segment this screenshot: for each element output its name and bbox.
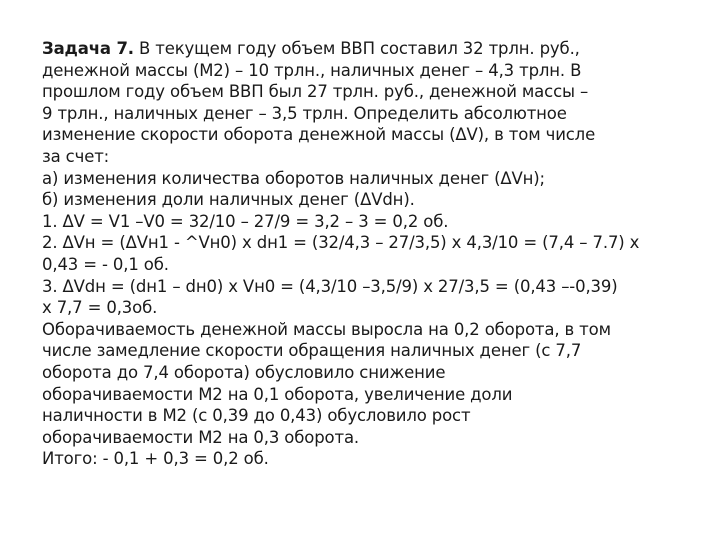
solution-step-1	[42, 211, 692, 233]
task-line-3: прошлом году объем ВВП был 27 трлн. руб., денежной массы –	[42, 82, 589, 102]
task-label: Задача 7.	[42, 39, 134, 58]
item-b	[42, 189, 692, 211]
step-2-line-1: 2. ΔVн = (ΔVн1 - ^Vн0) х dн1 = (32/4,3 – 27/3,5) х 4,3/10 = (7,4 – 7.7) х	[42, 233, 640, 253]
item-b-line-1: б) изменения доли наличных денег (ΔVdн).	[42, 190, 415, 210]
step-3-line-2: х 7,7 = 0,3об.	[42, 298, 158, 318]
step-2-line-2: 0,43 = - 0,1 об.	[42, 254, 169, 274]
solution-step-3	[42, 276, 692, 319]
task-line-2: денежной массы (М2) – 10 трлн., наличных денег – 4,3 трлн. В	[42, 60, 582, 80]
solution-step-2	[42, 232, 692, 275]
step-3-line-1: 3. ΔVdн = (dн1 – dн0) х Vн0 = (4,3/10 –3,5/9) х 27/3,5 = (0,43 –-0,39)	[42, 276, 618, 296]
item-a-line-1: а) изменения количества оборотов наличных денег (ΔVн);	[42, 168, 545, 188]
task-line-6: за счет:	[42, 146, 110, 166]
total	[42, 448, 692, 470]
conclusion-line-2: числе замедление скорости обращения наличных денег (с 7,7	[42, 341, 582, 361]
item-a	[42, 168, 692, 190]
conclusion-line-6: оборачиваемости М2 на 0,3 оборота.	[42, 427, 360, 447]
task-line-1: В текущем году объем ВВП составил 32 трлн. руб.,	[133, 39, 580, 58]
conclusion-line-4: оборачиваемости М2 на 0,1 оборота, увеличение доли	[42, 384, 513, 404]
task-line-5: изменение скорости оборота денежной массы (ΔV), в том числе	[42, 125, 596, 145]
total-line-1: Итого: - 0,1 + 0,3 = 0,2 об.	[42, 449, 269, 469]
slide-content	[42, 38, 692, 470]
step-1-line-1: 1. ΔV = V1 –V0 = 32/10 – 27/9 = 3,2 – 3 = 0,2 об.	[42, 211, 449, 231]
conclusion-line-3: оборота до 7,4 оборота) обусловило снижение	[42, 362, 446, 382]
conclusion-line-1: Оборачиваемость денежной массы выросла на 0,2 оборота, в том	[42, 319, 611, 339]
task-line-4: 9 трлн., наличных денег – 3,5 трлн. Определить абсолютное	[42, 103, 567, 123]
conclusion	[42, 319, 692, 449]
task-statement	[42, 38, 692, 168]
conclusion-line-5: наличности в М2 (с 0,39 до 0,43) обусловило рост	[42, 406, 471, 426]
